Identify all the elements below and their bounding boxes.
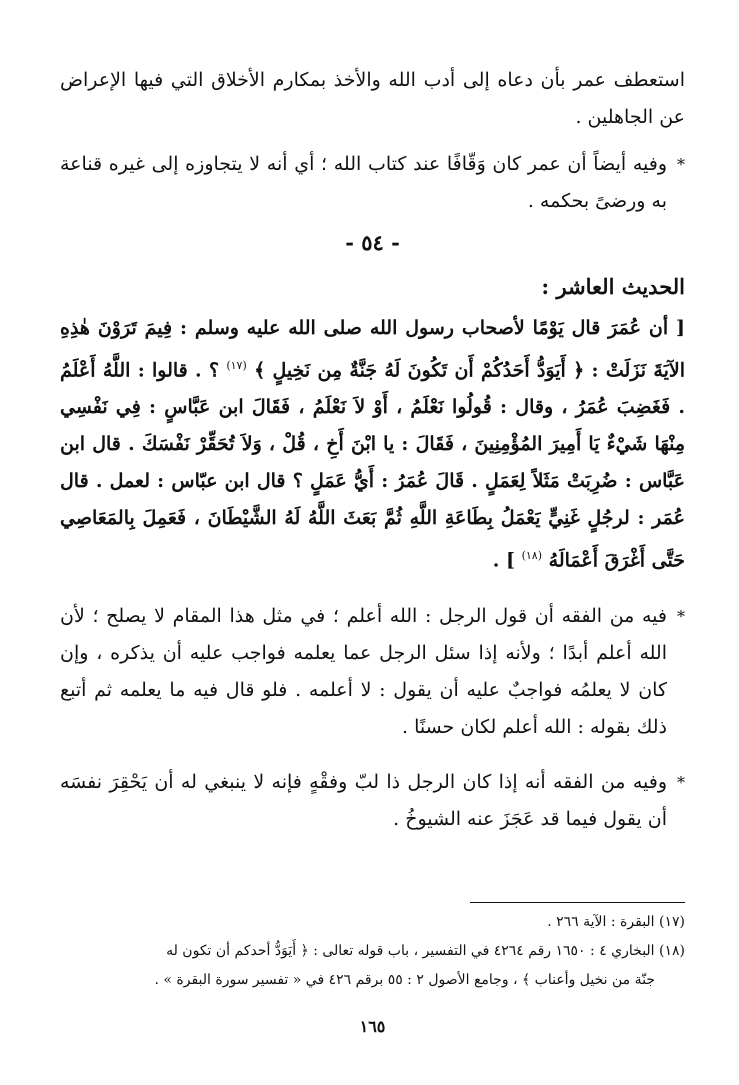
asterisk-icon: * <box>677 155 685 174</box>
hadith-part-3: ] . <box>492 549 515 572</box>
hadith-part-2: ؟ . قالوا : اللَّهُ أَعْلَمُ . فَغَضِبَ عُمَرُ ، وقال : قُولُوا نَعْلَمُ ، أَوْ لاَ نَعْلَمُ ، فَقَالَ ابن عَبَّاسٍ : فِي نَفْسِي مِنْهَا شَيْءٌ يَا أَمِيرَ المُؤْمِنِينَ ، فَقَالَ : يا ابْنَ أَخِ ، قُلْ ، وَلاَ تُحَقِّرْ نَفْسَكَ . قال ابن عَبَّاس : ضُرِبَتْ مَثَلاً لِعَمَلٍ . قَالَ عُمَرُ : أَيُّ عَمَلٍ ؟ قال ابن عبّاس : لعمل . قال عُمَر : لرجُلٍ غَنِيٍّ يَعْمَلُ بِطَاعَةِ اللَّهِ ثُمَّ بَعَثَ اللَّهُ لَهُ الشَّيْطَانَ ، فَعَمِلَ بِالمَعَاصِي حَتَّى أَغْرَقَ أَعْمَالَهُ <box>60 359 685 572</box>
bullet-text-1: وفيه أيضاً أن عمر كان وَقّافًا عند كتاب الله ؛ أي أنه لا يتجاوزه إلى غيره قناعة به ورضىً بحكمه . <box>60 153 667 212</box>
section-heading: الحديث العاشر : <box>541 274 685 299</box>
bullet-paragraph-2 <box>60 598 685 746</box>
page-number: ١٦٥ <box>359 1017 386 1036</box>
footnote-17: (١٧) البقرة : الآية ٢٦٦ . <box>547 914 685 930</box>
asterisk-icon: * <box>677 606 685 626</box>
footnotes <box>60 908 685 995</box>
footnote-divider <box>470 902 685 903</box>
asterisk-icon: * <box>677 772 685 792</box>
footnote-18-line-1: (١٨) البخاري ٤ : ١٦٥٠ رقم ٤٢٦٤ في التفسير ، باب قوله تعالى : ﴿ أَيَوَدُّ أحدكم أن تكون له <box>166 943 685 959</box>
bullet-paragraph-1 <box>60 146 685 220</box>
hadith-part-1: [ أن عُمَرَ قال يَوْمًا لأصحاب رسول الله صلى الله عليه وسلم : فِيمَ تَرَوْنَ هٰذِهِ الآيَةَ نَزَلَتْ : ﴿ أَيَوَدُّ أَحَدُكُمْ أَن تَكُونَ لَهُ جَنَّةٌ مِن نَخِيلٍ ﴾ <box>60 317 685 382</box>
footnote-ref-18: (١٨) <box>521 549 543 563</box>
footnote-18-line-2: جنّة من نخيل وأعناب ﴾ ، وجامع الأصول ٢ : ٥٥ برقم ٤٢٦ في « تفسير سورة البقرة » . <box>154 972 655 988</box>
bullet-text-2: فيه من الفقه أن قول الرجل : الله أعلم ؛ في مثل هذا المقام لا يصلح ؛ لأن الله أعلم أبدًا ؛ ولأنه إذا سئل الرجل عما يعلمه فواجب عليه أن يذكره ، وإن كان لا يعلمُه فواجبٌ عليه أن يقول : لا أعلمه . فلو قال فيه ما يعلمه ثم أتبع ذلك بقوله : الله أعلم لكان حسنًا . <box>60 604 667 738</box>
hadith-number: - ٥٤ - <box>345 230 400 255</box>
book-page <box>60 62 685 1062</box>
bullet-text-3: وفيه من الفقه أنه إذا كان الرجل ذا لبّ وفقْهٍ فإنه لا ينبغي له أن يَحْقِرَ نفسَه أن يقول فيما قد عَجَزَ عنه الشيوخُ . <box>60 770 667 830</box>
intro-paragraph: استعطف عمر بأن دعاه إلى أدب الله والأخذ بمكارم الأخلاق التي فيها الإعراض عن الجاهلين . <box>60 69 685 128</box>
hadith-text <box>60 310 685 580</box>
footnote-ref-17: (١٧) <box>226 359 247 372</box>
bullet-paragraph-3 <box>60 764 685 838</box>
